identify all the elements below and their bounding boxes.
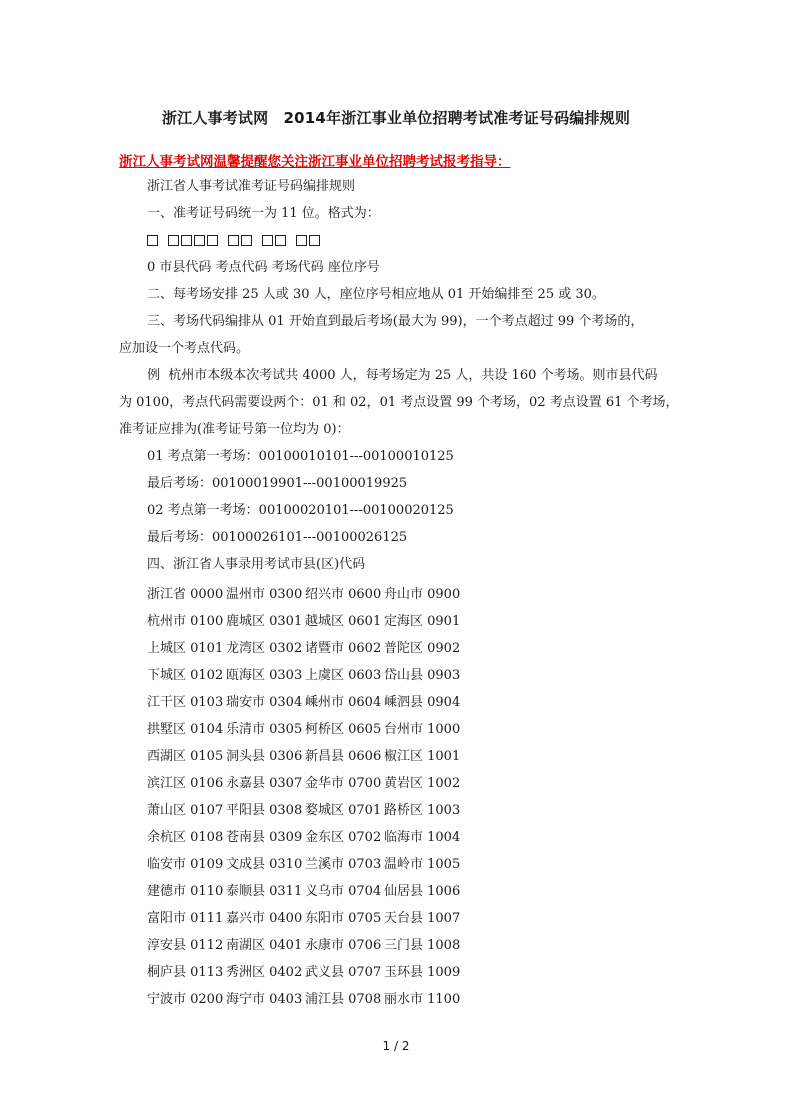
code-cell: 苍南县 0309 [226,830,303,845]
code-cell: 东阳市 0705 [305,911,382,926]
square-icon [309,235,320,246]
square-icon [147,235,158,246]
square-icon [228,235,239,246]
example-site2-last: 最后考场：00100026101---00100026125 [147,530,408,545]
code-cell: 富阳市 0111 [147,911,224,926]
code-cell: 桐庐县 0113 [147,965,224,980]
rules-heading: 浙江省人事考试准考证号码编排规则 [147,179,356,194]
rule-four: 四、浙江省人事录用考试市县(区)代码 [147,557,366,572]
code-cell: 岱山县 0903 [384,668,461,683]
code-cell: 浙江省 0000 [147,587,224,602]
promo-link[interactable]: 浙江人事考试网温馨提醒您关注浙江事业单位招聘考试报考指导： [119,154,511,170]
code-row [147,691,463,718]
code-row [147,718,463,745]
code-cell: 余杭区 0108 [147,830,224,845]
code-cell: 丽水市 1100 [384,992,461,1007]
code-cell: 洞头县 0306 [226,749,303,764]
code-cell: 上虞区 0603 [305,668,382,683]
code-cell: 西湖区 0105 [147,749,224,764]
code-cell: 台州市 1000 [384,722,461,737]
code-cell: 江干区 0103 [147,695,224,710]
code-row [147,637,463,664]
code-row [147,826,463,853]
document-title: 浙江人事考试网 2014年浙江事业单位招聘考试准考证号码编排规则 [161,109,631,127]
code-row [147,664,463,691]
code-cell: 温岭市 1005 [384,857,461,872]
square-icon [241,235,252,246]
code-cell: 永康市 0706 [305,938,382,953]
square-icon [168,235,179,246]
code-cell: 泰顺县 0311 [226,884,303,899]
box-group-city [168,232,218,246]
code-cell: 仙居县 1006 [384,884,461,899]
code-cell: 义乌市 0704 [305,884,382,899]
code-row [147,961,463,988]
box-group-site [228,232,252,246]
format-legend: 0 市县代码 考点代码 考场代码 座位序号 [147,260,380,275]
rule-two: 二、每考场安排 25 人或 30 人，座位序号相应地从 01 开始编排至 25 或 30。 [147,287,605,302]
code-row [147,907,463,934]
code-row [147,745,463,772]
code-cell: 秀洲区 0402 [226,965,303,980]
code-cell: 玉环县 1009 [384,965,461,980]
code-cell: 上城区 0101 [147,641,224,656]
code-row [147,799,463,826]
code-cell: 柯桥区 0605 [305,722,382,737]
code-cell: 普陀区 0902 [384,641,461,656]
code-cell: 三门县 1008 [384,938,461,953]
square-icon [262,235,273,246]
code-cell: 临海市 1004 [384,830,461,845]
example-site1-first: 01 考点第一考场：00100010101---00100010125 [147,449,454,464]
code-row [147,583,463,610]
example-site2-first: 02 考点第一考场：00100020101---00100020125 [147,503,454,518]
code-cell: 平阳县 0308 [226,803,303,818]
box-group-room [262,232,286,246]
region-code-table [147,583,463,1015]
box-group-prefix [147,232,158,246]
code-cell: 绍兴市 0600 [305,587,382,602]
code-cell: 滨江区 0106 [147,776,224,791]
square-icon [194,235,205,246]
code-cell: 淳安县 0112 [147,938,224,953]
code-cell: 乐清市 0305 [226,722,303,737]
code-cell: 建德市 0110 [147,884,224,899]
page-number: 1 / 2 [382,1039,410,1053]
code-row [147,934,463,961]
code-cell: 新昌县 0606 [305,749,382,764]
code-cell: 武义县 0707 [305,965,382,980]
code-cell: 嵊州市 0604 [305,695,382,710]
code-cell: 定海区 0901 [384,614,461,629]
example-line-2: 为 0100，考点代码需要设两个：01 和 02，01 考点设置 99 个考场，02 考点设置 61 个考场， [119,395,679,410]
code-cell: 拱墅区 0104 [147,722,224,737]
code-cell: 杭州市 0100 [147,614,224,629]
code-cell: 金东区 0702 [305,830,382,845]
code-cell: 金华市 0700 [305,776,382,791]
code-row [147,610,463,637]
box-group-seat [296,232,320,246]
code-row [147,853,463,880]
code-cell: 嵊泗县 0904 [384,695,461,710]
code-cell: 越城区 0601 [305,614,382,629]
code-cell: 文成县 0310 [226,857,303,872]
code-row [147,880,463,907]
example-site1-last: 最后考场：00100019901---00100019925 [147,476,408,491]
code-cell: 温州市 0300 [226,587,303,602]
code-cell: 宁波市 0200 [147,992,224,1007]
code-cell: 路桥区 1003 [384,803,461,818]
rule-one: 一、准考证号码统一为 11 位。格式为： [147,206,380,221]
code-cell: 椒江区 1001 [384,749,461,764]
code-cell: 瓯海区 0303 [226,668,303,683]
example-line-1: 例 杭州市本级本次考试共 4000 人，每考场定为 25 人，共设 160 个考场。则市县代码 [147,368,658,383]
code-cell: 浦江县 0708 [305,992,382,1007]
example-line-3: 准考证应排为(准考证号第一位均为 0)： [119,422,350,437]
code-cell: 鹿城区 0301 [226,614,303,629]
code-cell: 南湖区 0401 [226,938,303,953]
code-cell: 下城区 0102 [147,668,224,683]
format-boxes [147,232,320,246]
square-icon [275,235,286,246]
code-cell: 天台县 1007 [384,911,461,926]
square-icon [296,235,307,246]
code-cell: 婺城区 0701 [305,803,382,818]
code-cell: 永嘉县 0307 [226,776,303,791]
code-cell: 诸暨市 0602 [305,641,382,656]
code-row [147,772,463,799]
rule-three: 三、考场代码编排从 01 开始直到最后考场(最大为 99)，一个考点超过 99 个考场的， [147,314,644,329]
code-cell: 海宁市 0403 [226,992,303,1007]
code-cell: 舟山市 0900 [384,587,461,602]
code-cell: 临安市 0109 [147,857,224,872]
code-row [147,988,463,1015]
code-cell: 兰溪市 0703 [305,857,382,872]
square-icon [207,235,218,246]
rule-three-cont: 应加设一个考点代码。 [119,341,250,356]
square-icon [181,235,192,246]
code-cell: 嘉兴市 0400 [226,911,303,926]
code-cell: 萧山区 0107 [147,803,224,818]
code-cell: 瑞安市 0304 [226,695,303,710]
code-cell: 龙湾区 0302 [226,641,303,656]
code-cell: 黄岩区 1002 [384,776,461,791]
